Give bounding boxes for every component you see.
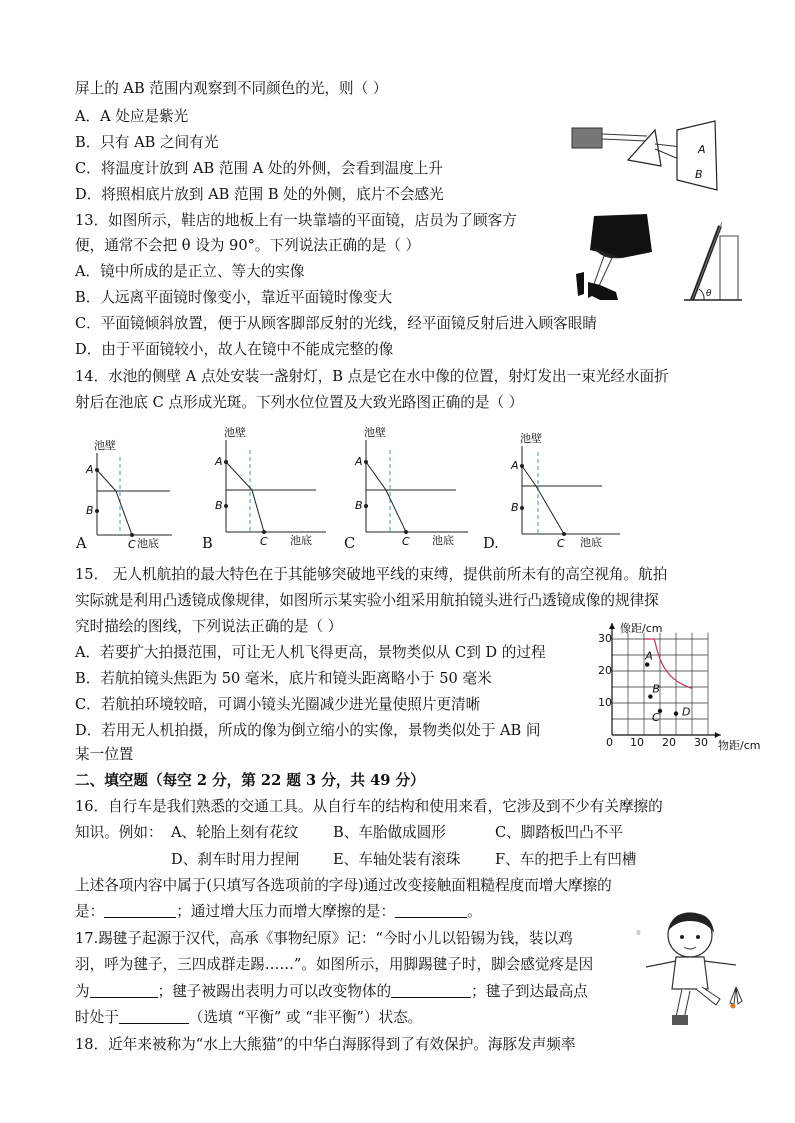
q13-option-d: D．由于平面镜较小，故人在镜中不能成完整的像 [75, 341, 394, 358]
y-axis-arrow [609, 623, 615, 629]
shoe-mirror-figure [572, 212, 742, 307]
y-axis-label: 像距/cm [620, 622, 663, 635]
q16-opt-f: F、车的把手上有凹槽 [495, 851, 637, 868]
y-tick-20: 20 [598, 664, 612, 677]
pool-wall-label: 池壁 [224, 426, 246, 439]
q14-diagram-b [208, 424, 333, 549]
point-b: B [511, 501, 519, 514]
y-tick-10: 10 [598, 696, 612, 709]
data-point-d [674, 711, 678, 715]
q17-line-1: 17.踢毽子起源于汉代，高承《事物纪原》记：“今时小儿以铅锡为钱，装以鸡 [75, 930, 573, 947]
pool-wall-label: 池壁 [94, 439, 116, 452]
q16-text-a: 是： [75, 903, 105, 920]
pool-wall-label: 池壁 [364, 426, 386, 439]
data-point-label-c: C [652, 711, 660, 724]
x-axis-label: 物距/cm [718, 739, 761, 752]
q15-option-d: D．若用无人机拍摄，所成的像为倒立缩小的实像，景物类似处于 AB 间 [75, 722, 541, 739]
kid-kicking-shuttlecock-figure [632, 905, 752, 1040]
q17-text-c: ；毽子到达最高点 [471, 983, 588, 1000]
q17-blank-1[interactable] [90, 983, 158, 998]
label-a: A [698, 143, 706, 156]
q16-line-1: 16．自行车是我们熟悉的交通工具。从自行车的结构和使用来看，它涉及到不少有关摩擦的 [75, 798, 663, 815]
data-point-label-a: A [645, 649, 653, 663]
q16-line-4: 上述各项内容中属于(只填写各选项前的字母)通过改变接触面粗糙程度而增大摩擦的 [75, 877, 612, 894]
q14-stem-1: 14．水池的侧壁 A 点处安装一盏射灯，B 点是它在水中像的位置，射灯发出一束光经水面折 [75, 368, 669, 385]
point-a: A [355, 455, 363, 468]
q14-option-c-letter: C [344, 535, 356, 552]
q14-diagram-c [350, 424, 475, 549]
q16-text-b: ；通过增大压力而增大摩擦的是： [176, 903, 396, 920]
prism-dispersion-figure [565, 118, 740, 198]
section-2-heading: 二、填空题（每空 2 分，第 22 题 3 分，共 49 分） [75, 772, 425, 789]
q12-option-b: B．只有 AB 之间有光 [75, 134, 219, 151]
y-tick-30: 30 [598, 632, 612, 645]
q17-line-2: 羽，呼为毽子，三四成群走踢……”。如图所示，用脚踢毽子时，脚会感觉疼是因 [75, 956, 594, 973]
point-c: C [128, 538, 136, 550]
q17-text-d: 时处于 [75, 1009, 119, 1026]
q14-stem-2: 射后在池底 C 点形成光斑。下列水位位置及大致光路图正确的是（ ） [75, 394, 524, 411]
data-point-label-d: D [682, 705, 691, 719]
point-a: A [215, 455, 223, 468]
q16-opt-d: D、刹车时用力捏闸 [171, 851, 300, 868]
q17-line-3 [75, 983, 588, 1001]
q16-opt-e: E、车轴处装有滚珠 [333, 851, 461, 868]
q14-option-b-letter: B [202, 535, 213, 552]
q15-stem-1: 15． 无人机航拍的最大特色在于其能够突破地平线的束缚，提供前所未有的高空视角。航拍 [75, 566, 668, 583]
q16-text-c: 。 [467, 903, 482, 920]
q13-option-a: A．镜中所成的是正立、等大的实像 [75, 263, 305, 280]
point-b: B [355, 499, 363, 512]
q17-blank-2[interactable] [391, 983, 471, 998]
q12-option-c: C．将温度计放到 AB 范围 A 处的外侧，会看到温度上升 [75, 160, 443, 177]
q16-line-2-prefix: 知识。例如： [75, 824, 163, 841]
q14-diagram-d [502, 430, 627, 550]
q17-text-e: （选填 “平衡” 或 “非平衡”）状态。 [188, 1009, 423, 1026]
point-b: B [215, 499, 223, 512]
x-tick-20: 20 [662, 736, 676, 749]
point-a: A [86, 463, 94, 476]
q12-stem: 屏上的 AB 范围内观察到不同颜色的光，则（ ） [75, 80, 388, 97]
pool-bottom-label: 池底 [432, 534, 454, 547]
q15-option-c: C．若航拍环境较暗，可调小镜头光圈减少进光量使照片更清晰 [75, 696, 481, 713]
q16-opt-a: A、轮胎上刻有花纹 [171, 824, 299, 841]
point-c: C [557, 537, 565, 550]
x-tick-30: 30 [694, 736, 708, 749]
q13-stem-2: 便，通常不会把 θ 设为 90°。下列说法正确的是（ ） [75, 237, 421, 254]
pool-bottom-label: 池底 [290, 534, 312, 547]
q14-diagram-a [72, 435, 202, 550]
data-point-a [645, 662, 649, 666]
q16-opt-c: C、脚踏板凹凸不平 [495, 824, 623, 841]
q13-stem-1: 13．如图所示，鞋店的地板上有一块靠墙的平面镜，店员为了顾客方 [75, 212, 517, 229]
q12-option-d: D．将照相底片放到 AB 范围 B 处的外侧，底片不会感光 [75, 186, 444, 203]
point-c: C [260, 535, 268, 548]
svg-text:Ⅲ: Ⅲ [636, 929, 641, 937]
lens-image-distance-graph [596, 620, 771, 755]
q15-stem-2: 实际就是利用凸透镜成像规律，如图所示某实验小组采用航拍镜头进行凸透镜成像的规律探 [75, 592, 659, 609]
q16-opt-b: B、车胎做成圆形 [333, 824, 446, 841]
q18-line-1: 18．近年来被称为“水上大熊猫”的中华白海豚得到了有效保护。海豚发声频率 [75, 1036, 576, 1053]
q15-option-d-cont: 某一位置 [75, 746, 134, 763]
q14-option-d-letter: D. [483, 535, 499, 552]
q17-blank-3[interactable] [119, 1009, 189, 1024]
q13-option-b: B．人远离平面镜时像变小，靠近平面镜时像变大 [75, 289, 393, 306]
pool-wall-label: 池壁 [520, 432, 542, 445]
q16-blank-pressure[interactable] [395, 903, 467, 918]
point-a: A [511, 459, 519, 472]
q17-line-4 [75, 1009, 422, 1027]
point-c: C [402, 535, 410, 548]
label-b: B [695, 168, 703, 181]
q16-line-5 [75, 903, 482, 921]
q13-option-c: C．平面镜倾斜放置，便于从顾客脚部反射的光线，经平面镜反射后进入顾客眼睛 [75, 315, 597, 332]
q15-stem-3: 究时描绘的图线，下列说法正确的是（ ） [75, 618, 343, 635]
x-axis-arrow [715, 732, 721, 738]
origin-label: 0 [606, 736, 613, 749]
q17-text-b: ；毽子被踢出表明力可以改变物体的 [157, 983, 392, 1000]
image-distance-curve [645, 639, 692, 688]
theta-label: θ [706, 289, 712, 299]
q17-text-a: 为 [75, 983, 90, 1000]
pool-bottom-label: 池底 [137, 537, 159, 550]
data-point-label-b: B [652, 682, 660, 696]
q15-option-b: B．若航拍镜头焦距为 50 毫米，底片和镜头距离略小于 50 毫米 [75, 670, 492, 687]
pool-bottom-label: 池底 [580, 536, 602, 549]
q15-option-a: A．若要扩大拍摄范围，可让无人机飞得更高，景物类似从 C到 D 的过程 [75, 644, 546, 661]
q16-blank-roughness[interactable] [104, 903, 176, 918]
q12-option-a: A．A 处应是紫光 [75, 108, 189, 125]
x-tick-10: 10 [630, 736, 644, 749]
point-b: B [86, 504, 94, 517]
q14-option-a-letter: A [76, 535, 87, 552]
